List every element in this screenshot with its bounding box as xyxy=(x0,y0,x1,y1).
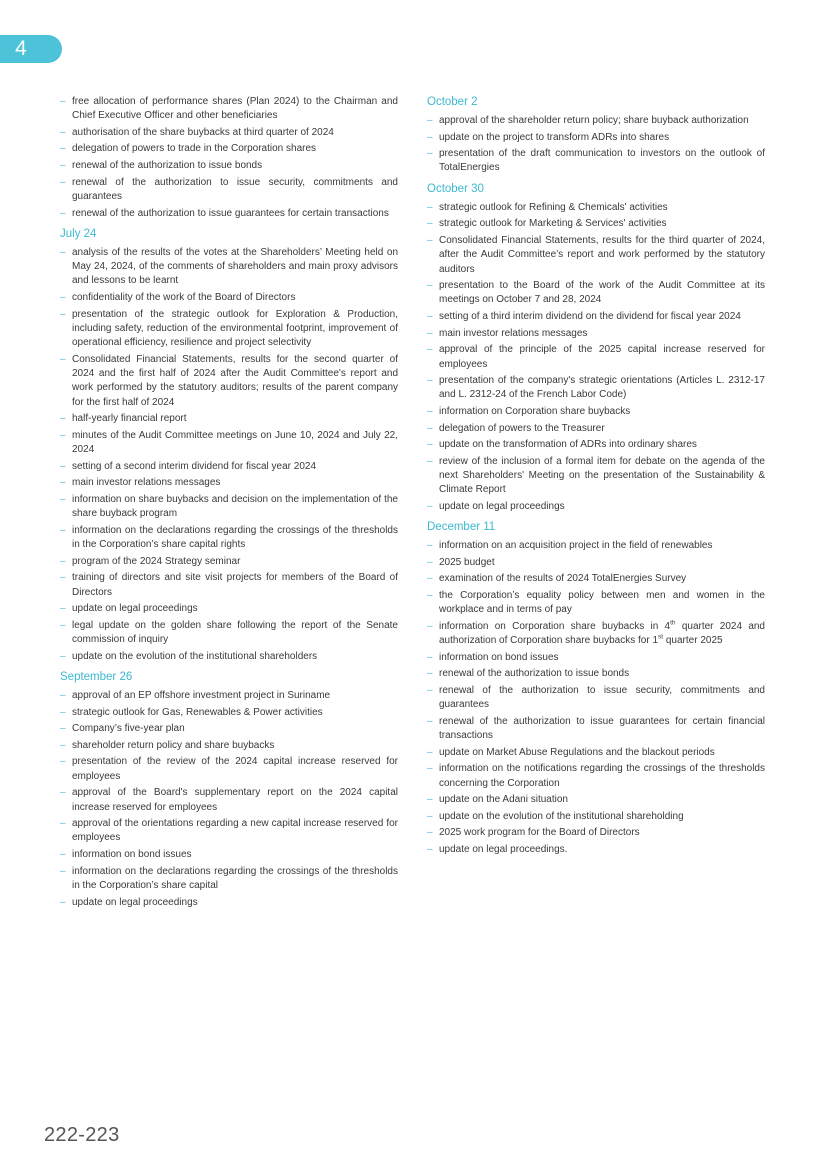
list-item: – training of directors and site visit projects for members of the Board of Directors xyxy=(60,571,398,600)
list-item: – approval of an EP offshore investment project in Suriname xyxy=(60,689,398,703)
list-item: – presentation of the review of the 2024 capital increase reserved for employees xyxy=(60,755,398,784)
list-item: – update on legal proceedings xyxy=(60,896,398,910)
list-item: – legal update on the golden share following the report of the Senate commission of inquiry xyxy=(60,619,398,648)
list-item: – main investor relations messages xyxy=(60,476,398,490)
list-item-share-buybacks: – information on Corporation share buybacks in 4th quarter 2024 and authorization of Corporation share buybacks for 1st quarter 2025 xyxy=(427,620,765,649)
list-item: – update on legal proceedings. xyxy=(427,843,765,857)
list-item: – renewal of the authorization to issue bonds xyxy=(427,667,765,681)
list-item: – review of the inclusion of a formal item for debate on the agenda of the next Shareholders' Meeting on the presentation of the Sustainability & Climate Report xyxy=(427,455,765,498)
list-item: – program of the 2024 Strategy seminar xyxy=(60,555,398,569)
list-item: – presentation of the strategic outlook for Exploration & Production, including safety, reduction of the environmental footprint, improvement of operational efficiency, resilience and project selectivity xyxy=(60,308,398,351)
list-item: – presentation of the company's strategic orientations (Articles L. 2312-17 and L. 2312-24 of the French Labor Code) xyxy=(427,374,765,403)
section-heading-december-11: December 11 xyxy=(427,521,496,534)
left-column xyxy=(60,95,398,914)
december-11-list xyxy=(427,539,765,857)
list-item: – information on share buybacks and decision on the implementation of the share buyback program xyxy=(60,493,398,522)
list-item: – renewal of the authorization to issue guarantees for certain financial transactions xyxy=(427,715,765,744)
section-heading-october-2: October 2 xyxy=(427,96,478,108)
chapter-number: 4 xyxy=(15,37,27,60)
section-heading-september-26: September 26 xyxy=(60,671,133,684)
list-item: – strategic outlook for Gas, Renewables & Power activities xyxy=(60,706,398,720)
list-item: – free allocation of performance shares (Plan 2024) to the Chairman and Chief Executive Officer and other beneficiaries xyxy=(60,95,398,124)
list-item: – renewal of the authorization to issue security, commitments and guarantees xyxy=(427,684,765,713)
list-item: – analysis of the results of the votes at the Shareholders’ Meeting held on May 24, 2024, of the comments of shareholders and main proxy advisors and lessons to be learnt xyxy=(60,246,398,289)
list-item: – setting of a second interim dividend for fiscal year 2024 xyxy=(60,460,398,474)
october-2-list xyxy=(427,114,765,176)
list-item: – information on an acquisition project in the field of renewables xyxy=(427,539,765,553)
list-item: – approval of the orientations regarding a new capital increase reserved for employees xyxy=(60,817,398,846)
list-item: – renewal of the authorization to issue security, commitments and guarantees xyxy=(60,176,398,205)
list-item: – half-yearly financial report xyxy=(60,412,398,426)
right-column xyxy=(427,95,765,861)
list-item: – presentation of the draft communication to investors on the outlook of TotalEnergies xyxy=(427,147,765,176)
list-item: – information on the declarations regarding the crossings of the thresholds in the Corporation’s share capital rights xyxy=(60,524,398,553)
section-heading-july-24: July 24 xyxy=(60,227,97,240)
list-item: – update on the evolution of the institutional shareholders xyxy=(60,650,398,664)
list-item: – Consolidated Financial Statements, results for the third quarter of 2024, after the Audit Committee’s report and work performed by the statutory auditors xyxy=(427,234,765,277)
list-item: – 2025 budget xyxy=(427,556,765,570)
list-item: – Company’s five-year plan xyxy=(60,722,398,736)
list-item: – update on the Adani situation xyxy=(427,793,765,807)
list-item: – information on Corporation share buybacks xyxy=(427,405,765,419)
list-item: – delegation of powers to trade in the Corporation shares xyxy=(60,142,398,156)
list-item: – delegation of powers to the Treasurer xyxy=(427,422,765,436)
list-item: – renewal of the authorization to issue bonds xyxy=(60,159,398,173)
list-item: – update on legal proceedings xyxy=(60,602,398,616)
list-item: – information on bond issues xyxy=(427,651,765,665)
list-item: – update on the project to transform ADRs into shares xyxy=(427,131,765,145)
list-item: – information on the declarations regarding the crossings of the thresholds in the Corporation’s share capital xyxy=(60,865,398,894)
list-item: – update on Market Abuse Regulations and the blackout periods xyxy=(427,746,765,760)
chapter-tab xyxy=(0,35,62,63)
list-item: – presentation to the Board of the work of the Audit Committee at its meetings on October 7 and 28, 2024 xyxy=(427,279,765,308)
section-heading-october-30: October 30 xyxy=(427,182,484,195)
october-30-list xyxy=(427,201,765,515)
list-item: – minutes of the Audit Committee meetings on June 10, 2024 and July 22, 2024 xyxy=(60,429,398,458)
list-item: – the Corporation’s equality policy between men and women in the workplace and in terms of pay xyxy=(427,589,765,618)
september-26-list xyxy=(60,689,398,910)
july-24-list xyxy=(60,246,398,664)
list-item: – 2025 work program for the Board of Directors xyxy=(427,826,765,840)
list-item: – strategic outlook for Refining & Chemicals' activities xyxy=(427,201,765,215)
list-item: – update on the transformation of ADRs into ordinary shares xyxy=(427,438,765,452)
list-item: – information on the notifications regarding the crossings of the thresholds concerning the Corporation xyxy=(427,762,765,791)
list-item: – confidentiality of the work of the Board of Directors xyxy=(60,291,398,305)
list-item: – setting of a third interim dividend on the dividend for fiscal year 2024 xyxy=(427,310,765,324)
list-item: – approval of the principle of the 2025 capital increase reserved for employees xyxy=(427,343,765,372)
list-item: – information on bond issues xyxy=(60,848,398,862)
list-item: – update on the evolution of the institutional shareholding xyxy=(427,810,765,824)
intro-list xyxy=(60,95,398,221)
list-item: – Consolidated Financial Statements, results for the second quarter of 2024 and the first half of 2024 after the Audit Committee's report and work performed by the statutory auditors; results of the parent company for the first half of 2024 xyxy=(60,353,398,410)
list-item: – approval of the shareholder return policy; share buyback authorization xyxy=(427,114,765,128)
list-item: – approval of the Board's supplementary report on the 2024 capital increase reserved for employees xyxy=(60,786,398,815)
list-item: – authorisation of the share buybacks at third quarter of 2024 xyxy=(60,126,398,140)
list-item: – shareholder return policy and share buybacks xyxy=(60,739,398,753)
list-item: – update on legal proceedings xyxy=(427,500,765,514)
list-item: – examination of the results of 2024 TotalEnergies Survey xyxy=(427,572,765,586)
page-number: 222-223 xyxy=(44,1124,120,1146)
list-item: – strategic outlook for Marketing & Services' activities xyxy=(427,217,765,231)
list-item: – main investor relations messages xyxy=(427,327,765,341)
list-item: – renewal of the authorization to issue guarantees for certain transactions xyxy=(60,207,398,221)
